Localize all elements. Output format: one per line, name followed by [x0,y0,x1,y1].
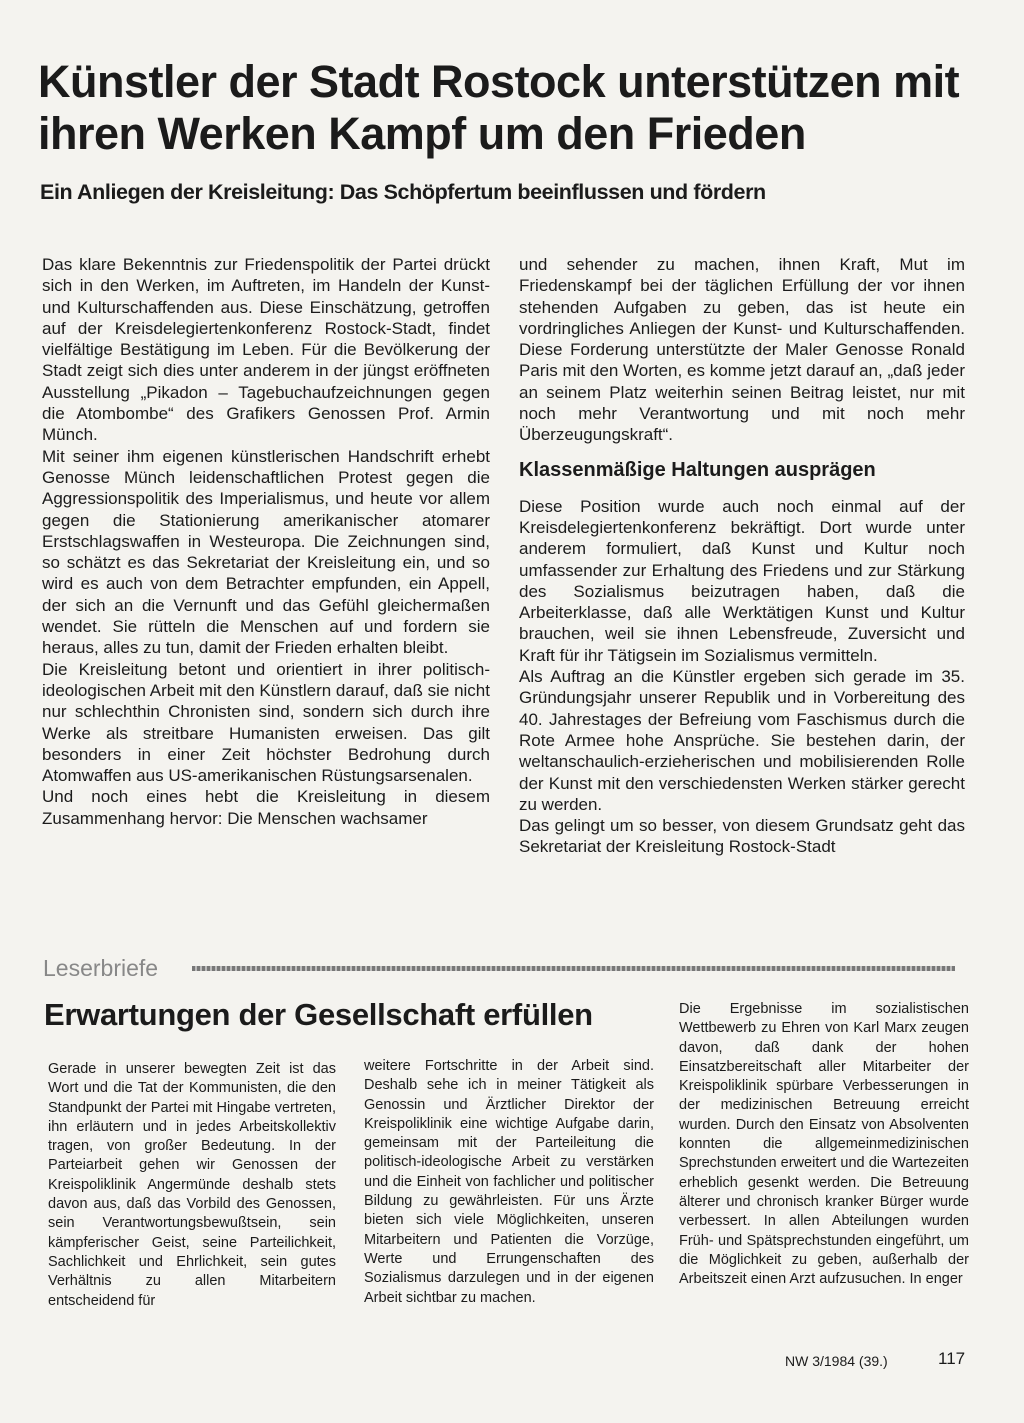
letter-column-3 [679,1000,969,1289]
article-column-2 [519,254,965,858]
paragraph: Gerade in unserer bewegten Zeit ist das Wort und die Tat der Kommunisten, die den Standpunkt der Partei mit Hingabe vertreten, ihn erläutern und in jedes Arbeitskollektiv tragen, von großer Bedeutung. In der Parteiarbeit gehen wir Genossen der Kreispoliklinik Angermünde deshalb stets davon aus, daß das Vorbild des Genossen, sein Verantwortungsbewußtsein, sein kämpferischer Geist, seine Parteilichkeit, Sachlichkeit und Ehrlichkeit, sein gutes Verhältnis zu allen Mitarbeitern entscheidend für [48,1061,336,1309]
letter-column-1 [48,1060,336,1311]
page-title: Künstler der Stadt Rostock unterstützen mit ihren Werken Kampf um den Frieden [38,56,960,159]
section-heading: Klassenmäßige Haltungen ausprägen [519,458,876,481]
paragraph: Und noch eines hebt die Kreisleitung in diesem Zusammenhang hervor: Die Menschen wachsamer [42,787,490,828]
paragraph: und sehender zu machen, ihnen Kraft, Mut im Friedenskampf bei der täglichen Erfüllung der vor ihnen stehenden Aufgaben zu geben, das ist heute ein vordringliches Anliegen der Kunst- und Kulturschaffenden. Diese Forderung unterstützte der Maler Genosse Ronald Paris mit den Worten, es komme jetzt darauf an, „daß jeder an seinem Platz weiterhin seinen Beitrag leistet, nur mit noch mehr Verantwortung und mit noch mehr Überzeugungskraft“. [519,255,965,445]
paragraph: Das klare Bekenntnis zur Friedenspolitik der Partei drückt sich in den Werken, im Auftreten, im Handeln der Kunst- und Kulturschaffenden aus. Diese Einschätzung, getroffen auf der Kreisdelegiertenkonferenz Rostock-Stadt, findet vielfältige Bestätigung im Leben. Für die Bevölkerung der Stadt zeigt sich dies unter anderem in der jüngst eröffneten Ausstellung „Pikadon – Tagebuchaufzeichnungen gegen die Atombombe“ des Grafikers Genossen Prof. Armin Münch. [42,255,490,445]
paragraph: Diese Position wurde auch noch einmal auf der Kreisdelegiertenkonferenz bekräftigt. Dort wurde unter anderem formuliert, daß Kunst und Kultur noch umfassender zur Erhaltung des Friedens und zur Stärkung des Sozialismus beizutragen haben, daß die Arbeiterklasse, daß alle Werktätigen Kunst und Kultur brauchen, weil sie ihnen Lebensfreude, Zuversicht und Kraft für ihr Tätigsein im Sozialismus vermitteln. [519,496,965,665]
paragraph: Als Auftrag an die Künstler ergeben sich gerade im 35. Gründungsjahr unserer Republik und in Vorbereitung des 40. Jahrestages der Befreiung vom Faschismus durch die Rote Armee hohe Ansprüche. Sie bestehen darin, der weltanschaulich-erzieherischen und mobilisierenden Rolle der Kunst mit den verschiedensten Werken stärker gerecht zu werden. [519,667,965,814]
paragraph: Die Ergebnisse im sozialistischen Wettbewerb zu Ehren von Karl Marx zeugen davon, daß dank der hohen Einsatzbereitschaft aller Mitarbeiter der Kreispoliklinik spürbare Verbesserungen in der medizinischen Betreuung erreicht wurden. Durch den Einsatz von Absolventen konnten die allgemeinmedizinischen Sprechstunden erweitert und die Wartezeiten erheblich gesenkt werden. Die Betreuung älterer und chronisch kranker Bürger wurde verbessert. In allen Abteilungen wurden Früh- und Spätsprechstunden eingeführt, um die Möglichkeit zu geben, außerhalb der Arbeitszeit einen Arzt aufzusuchen. In enger [679,1001,969,1288]
letter-column-2 [364,1057,654,1308]
section-label: Leserbriefe [43,955,159,981]
paragraph: Die Kreisleitung betont und orientiert in ihrer politisch-ideologischen Arbeit mit den Künstlern darauf, daß sie nicht nur schlechthin Chronisten sind, sondern sich durch ihre Werke als streitbare Humanisten erweisen. Das gilt besonders in einer Zeit höchster Bedrohung durch Atomwaffen aus US-amerikanischen Rüstungsarsenalen. [42,659,490,786]
page-number: 117 [938,1349,966,1368]
section-divider [192,966,955,971]
paragraph: weitere Fortschritte in der Arbeit sind. Deshalb sehe ich in meiner Tätigkeit als Genossin und Ärztlicher Direktor der Kreispoliklinik eine wichtige Aufgabe darin, gemeinsam mit der Parteileitung die politisch-ideologische Arbeit zu verstärken und die Einheit von fachlicher und politischer Bildung zu gewährleisten. Für uns Ärzte bieten sich viele Möglichkeiten, unseren Mitarbeitern und Patienten die Vorzüge, Werte und Errungenschaften des Sozialismus darzulegen und in der eigenen Arbeit sichtbar zu machen. [364,1058,654,1306]
paragraph: Mit seiner ihm eigenen künstlerischen Handschrift erhebt Genosse Münch leidenschaftlichen Protest gegen die Aggressionspolitik des Imperialismus, und heute vor allem gegen die Stationierung amerikanischer atomarer Erstschlagswaffen in Westeuropa. Die Zeichnungen sind, so schätzt es das Sekretariat der Kreisleitung ein, und so wird es auch von dem Betrachter empfunden, ein Appell, der sich an die Vernunft und das Gefühl gleichermaßen wendet. Sie rütteln die Menschen auf und fordern sie heraus, alles zu tun, damit der Frieden erhalten bleibt. [42,446,490,658]
letter-heading: Erwartungen der Gesellschaft erfüllen [44,997,593,1032]
paragraph: Das gelingt um so besser, von diesem Grundsatz geht das Sekretariat der Kreisleitung Rostock-Stadt [519,816,965,857]
issue-reference: NW 3/1984 (39.) [785,1353,888,1369]
article-column-1 [42,254,490,829]
subtitle: Ein Anliegen der Kreisleitung: Das Schöpfertum beeinflussen und fördern [40,180,766,204]
